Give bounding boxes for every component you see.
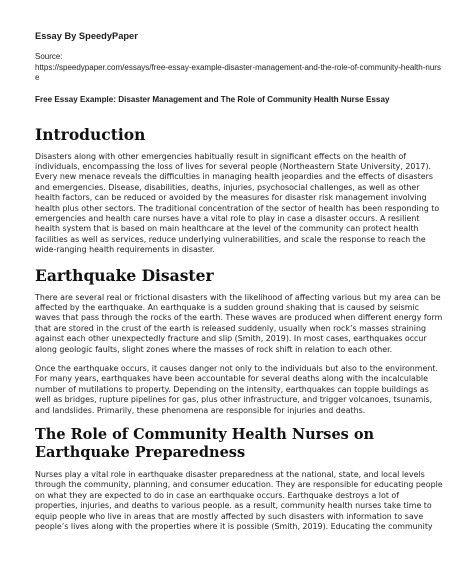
earthquake-paragraph-2: Once the earthquake occurs, it causes danger not only to the individuals but also to the environment. For many years, earthquakes have been accountable for several deaths along with the incalculable number of mutilations to property. Depending on the intensity, earthquakes can topple buildings as well as bridges, rupture pipelines for gas, plus other infrastructure, and trigger volcanoes, tsunamis, and landslides. Primarily, these phenomena are responsible for injuries and deaths. xyxy=(35,364,438,415)
source-link[interactable]: https://speedypaper.com/essays/free-essay-example-disaster-management-and-the-role-of-community-health-nurse xyxy=(35,62,441,82)
role-paragraph-1: Nurses play a vital role in earthquake disaster preparedness at the national, state, and local levels through the community, planning, and consumer education. They are responsible for educating people on what they are expected to do in case an earthquake occurs. Earthquake destroys a lot of properties, injuries, and deaths to various people. as a result, community health nurses take time to equip people who live in areas that are mostly affected by such disasters with information to save people’s lives along with the properties where it is possible (Smith, 2019). Educating the community xyxy=(35,470,443,532)
essay-title: Free Essay Example: Disaster Management and The Role of Community Health Nurse Essay xyxy=(35,94,390,104)
introduction-paragraph: Disasters along with other emergencies habitually result in significant effects on the health of individuals, encompassing the loss of lives for several people (Northeastern State University, 2017). Every new menace reveals the difficulties in managing health jeopardies and the effects of disasters and emergencies. Disease, disabilities, deaths, injuries, psychosocial challenges, as well as other health factors, can be reduced or avoided by the measures for disaster risk management involving health plus other sectors. The traditional concentration of the sector of health has been responding to emergencies and health care nurses have a vital role to play in case a disaster occurs. A resilient health system that is based on main healthcare at the level of the community can protect health facilities as well as services, reduce underlying vulnerabilities, and scale the response to reach the wide-ranging health requirements in disaster. xyxy=(35,151,440,255)
heading-role-of-nurses: The Role of Community Health Nurses on Earthquake Preparedness xyxy=(35,426,375,462)
source-label: Source: xyxy=(35,52,63,61)
earthquake-paragraph-1: There are several real or frictional disasters with the likelihood of affecting various but my area can be affected by the earthquake. An earthquake is a sudden ground shaking that is caused by seismic waves that pass through the rocks of the earth. These waves are produced when different energy form that are stored in the crust of the earth is released suddenly, usually when rock’s masses straining against each other unexpectedly fracture and slip (Smith, 2019). In most cases, earthquakes occur along geologic faults, slight zones where the masses of rock shift in relation to each other. xyxy=(35,292,443,354)
brand-name: Essay By SpeedyPaper xyxy=(35,31,138,41)
source-block xyxy=(35,52,443,84)
heading-earthquake-disaster: Earthquake Disaster xyxy=(35,265,214,285)
heading-introduction: Introduction xyxy=(35,124,146,144)
